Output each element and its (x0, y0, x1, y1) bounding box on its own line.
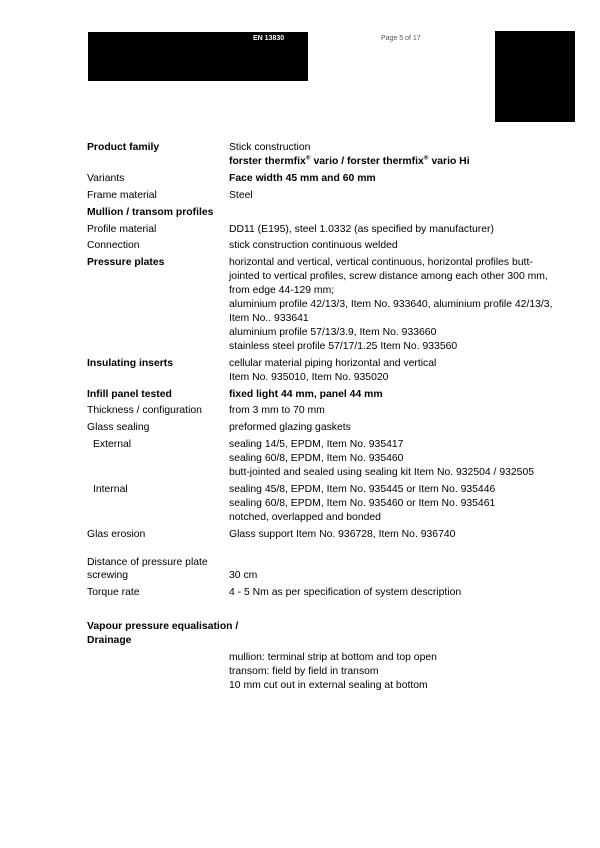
value-internal (229, 483, 579, 525)
label-infill-panel: Infill panel tested (87, 388, 172, 400)
label-vapour-empty (87, 651, 229, 693)
row-internal (87, 483, 587, 525)
internal-line: notched, overlapped and bonded (229, 511, 381, 523)
page-number: Page 5 of 17 (381, 35, 421, 42)
value-external (229, 438, 579, 480)
value-variants: Face width 45 mm and 60 mm (229, 172, 376, 184)
value-product-family (229, 141, 579, 169)
spacer (87, 603, 587, 620)
row-insulating-inserts (87, 357, 587, 385)
value-distance (229, 556, 579, 584)
value-thickness: from 3 mm to 70 mm (229, 405, 325, 417)
standard-number: EN 13830 (253, 35, 285, 42)
label-product-family: Product family (87, 142, 160, 153)
spacer (87, 545, 587, 556)
product-family-line2: forster thermfix® vario / forster thermfix® vario Hi (229, 154, 470, 167)
vapour-line: 10 mm cut out in external sealing at bottom (229, 679, 428, 691)
row-glass-sealing (87, 421, 587, 435)
value-torque: 4 - 5 Nm as per specification of system description (229, 587, 462, 599)
value-profile-material: DD11 (E195), steel 1.0332 (as specified by manufacturer) (229, 223, 494, 235)
value-insulating-inserts (229, 357, 579, 385)
row-distance (87, 556, 587, 584)
pressure-plates-line: from edge 44-129 mm; (229, 285, 335, 297)
row-glas-erosion (87, 528, 587, 542)
label-thickness: Thickness / configuration (87, 405, 202, 417)
pressure-plates-line: stainless steel profile 57/17/1.25 Item No. 933560 (229, 340, 458, 352)
label-external: External (93, 439, 132, 451)
label-frame-material: Frame material (87, 189, 157, 201)
value-glas-erosion: Glass support Item No. 936728, Item No. 936740 (229, 528, 456, 540)
label-internal: Internal (93, 483, 128, 495)
row-connection (87, 239, 587, 253)
row-vapour-values (87, 651, 587, 693)
external-line: sealing 60/8, EPDM, Item No. 935460 (229, 453, 404, 465)
pressure-plates-line: Item No.. 933641 (229, 312, 309, 324)
row-torque (87, 586, 587, 600)
spec-table (87, 141, 587, 696)
row-frame-material (87, 189, 587, 203)
insulating-inserts-line: cellular material piping horizontal and vertical (229, 357, 437, 369)
pressure-plates-line: aluminium profile 42/13/3, Item No. 933640, aluminium profile 42/13/3, (229, 299, 553, 311)
row-thickness (87, 404, 587, 418)
product-family-line1: Stick construction (229, 142, 311, 153)
value-infill-panel: fixed light 44 mm, panel 44 mm (229, 388, 383, 400)
redacted-block-right (495, 31, 575, 122)
vapour-line: mullion: terminal strip at bottom and top open (229, 652, 437, 664)
vapour-line: transom: field by field in transom (229, 666, 379, 677)
internal-line: sealing 60/8, EPDM, Item No. 935460 or Item No. 935461 (229, 497, 496, 509)
row-vapour-heading (87, 620, 587, 648)
label-insulating-inserts: Insulating inserts (87, 357, 174, 369)
insulating-inserts-line: Item No. 935010, Item No. 935020 (229, 371, 389, 383)
distance-label-line1: Distance of pressure plate (87, 556, 208, 568)
value-frame-material: Steel (229, 189, 253, 201)
value-glass-sealing: preformed glazing gaskets (229, 422, 351, 434)
value-pressure-plates (229, 256, 579, 353)
pressure-plates-line: jointed to vertical profiles, screw distance among each other 300 mm, (229, 271, 548, 283)
distance-label-line2: screwing (87, 570, 128, 582)
vapour-label-line2: Drainage (87, 635, 132, 647)
external-line: sealing 14/5, EPDM, Item No. 935417 (229, 439, 404, 451)
row-infill-panel (87, 388, 587, 402)
label-glas-erosion: Glas erosion (87, 528, 146, 540)
distance-value: 30 cm (229, 570, 258, 582)
label-pressure-plates: Pressure plates (87, 257, 165, 269)
label-connection: Connection (87, 240, 140, 252)
row-pressure-plates (87, 256, 587, 353)
row-variants (87, 172, 587, 186)
heading-mullion-transom: Mullion / transom profiles (87, 206, 214, 218)
internal-line: sealing 45/8, EPDM, Item No. 935445 or Item No. 935446 (229, 483, 496, 495)
pressure-plates-line: horizontal and vertical, vertical continuous, horizontal profiles butt- (229, 257, 533, 269)
label-profile-material: Profile material (87, 223, 157, 235)
vapour-label-line1: Vapour pressure equalisation / (87, 621, 239, 633)
pressure-plates-line: aluminium profile 57/13/3.9, Item No. 933660 (229, 326, 437, 338)
external-line: butt-jointed and sealed using sealing kit Item No. 932504 / 932505 (229, 467, 535, 479)
value-connection: stick construction continuous welded (229, 240, 398, 252)
heading-vapour (87, 620, 387, 648)
row-external (87, 438, 587, 480)
label-glass-sealing: Glass sealing (87, 422, 150, 434)
label-variants: Variants (87, 172, 125, 184)
row-product-family (87, 141, 587, 169)
row-profile-material (87, 223, 587, 237)
row-mullion-heading (87, 206, 587, 220)
label-torque: Torque rate (87, 587, 140, 599)
label-distance (87, 556, 229, 584)
value-vapour (229, 651, 579, 693)
